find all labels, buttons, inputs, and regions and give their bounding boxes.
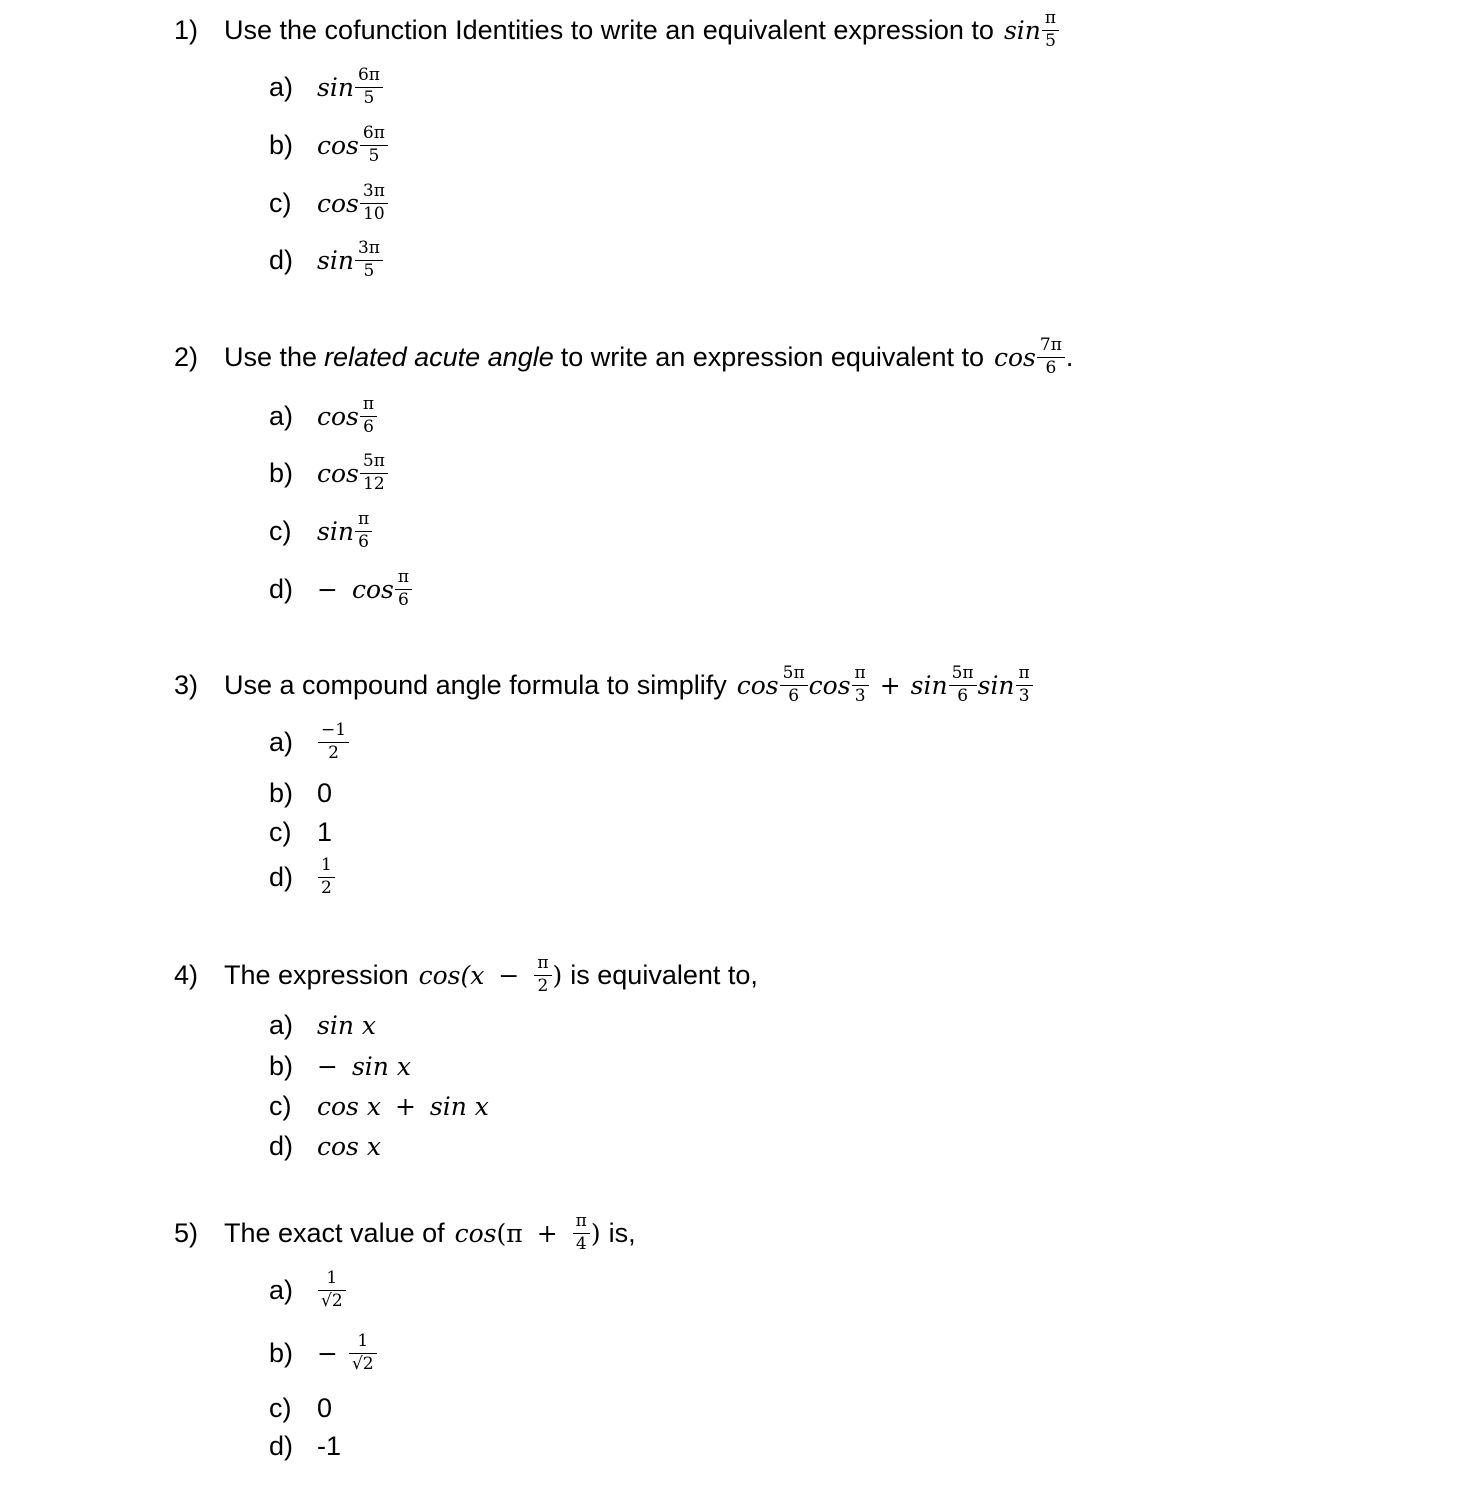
question-1 bbox=[174, 10, 1060, 51]
math-function: sin bbox=[910, 670, 948, 700]
minus-sign: − bbox=[498, 960, 520, 990]
option-label: c) bbox=[269, 1091, 292, 1121]
math-expression: sin x bbox=[351, 1052, 411, 1081]
question-4 bbox=[174, 955, 758, 996]
minus-sign: − bbox=[317, 1338, 338, 1368]
option-label: b) bbox=[269, 129, 294, 160]
minus-sign: − bbox=[317, 1052, 338, 1081]
option-label: d) bbox=[269, 244, 294, 275]
fraction: $\frac{1}{2}$ bbox=[318, 857, 335, 898]
paren-close: ) bbox=[590, 1218, 601, 1248]
question-text: is equivalent to, bbox=[570, 959, 758, 990]
paren-close: ) bbox=[552, 960, 563, 990]
math-expression: cos(x bbox=[418, 960, 485, 990]
math-function: sin bbox=[977, 670, 1015, 700]
math-function: cos bbox=[317, 458, 359, 488]
option-2b[interactable] bbox=[269, 453, 389, 494]
option-2a[interactable] bbox=[269, 396, 378, 437]
math-expression: (π bbox=[496, 1218, 523, 1248]
fraction: $\frac{\pi}{6}$ bbox=[355, 511, 372, 552]
option-label: c) bbox=[269, 515, 292, 546]
option-label: b) bbox=[269, 1337, 294, 1368]
option-1a[interactable] bbox=[269, 67, 384, 108]
math-function: sin bbox=[317, 245, 354, 275]
plus-sign: + bbox=[536, 1218, 558, 1248]
math-expression: cos x bbox=[317, 1132, 381, 1161]
option-label: c) bbox=[269, 1393, 292, 1423]
option-value: 0 bbox=[317, 1393, 333, 1423]
question-text: Use a compound angle formula to simplify bbox=[224, 669, 727, 700]
math-function: cos bbox=[351, 574, 394, 604]
option-label: a) bbox=[269, 726, 294, 757]
math-expression: cos x bbox=[317, 1092, 381, 1121]
option-5b[interactable] bbox=[269, 1333, 378, 1374]
option-label: a) bbox=[269, 71, 294, 102]
fraction: $\frac{1}{√2}$ bbox=[349, 1333, 377, 1374]
question-number: 5) bbox=[174, 1217, 199, 1248]
fraction: $\frac{5\pi}{12}$ bbox=[360, 453, 388, 494]
fraction: $\frac{3\pi}{10}$ bbox=[360, 183, 388, 224]
option-label: d) bbox=[269, 1131, 294, 1161]
option-label: a) bbox=[269, 400, 294, 431]
option-label: c) bbox=[269, 817, 292, 847]
option-label: b) bbox=[269, 778, 294, 808]
math-function: cos bbox=[317, 130, 359, 160]
math-function: cos bbox=[317, 188, 359, 218]
math-function: cos bbox=[993, 342, 1036, 372]
question-text: is, bbox=[608, 1217, 636, 1248]
fraction: $\frac{6\pi}{5}$ bbox=[355, 67, 383, 108]
math-function: cos bbox=[736, 670, 779, 700]
option-2c[interactable] bbox=[269, 511, 373, 552]
option-5c[interactable] bbox=[269, 1395, 332, 1422]
plus-sign: + bbox=[394, 1092, 416, 1121]
option-label: d) bbox=[269, 573, 294, 604]
question-text: Use the cofunction Identities to write an equivalent expression to bbox=[224, 14, 994, 45]
option-value: 0 bbox=[317, 778, 333, 808]
question-2 bbox=[174, 337, 1073, 378]
math-expression: sin x bbox=[429, 1092, 489, 1121]
option-2d[interactable] bbox=[269, 569, 413, 610]
option-1d[interactable] bbox=[269, 240, 384, 281]
question-number: 4) bbox=[174, 959, 199, 990]
fraction: $\frac{\pi}{3}$ bbox=[1016, 665, 1033, 706]
fraction: $\frac{1}{√2}$ bbox=[318, 1270, 346, 1311]
option-value: -1 bbox=[317, 1431, 342, 1461]
option-value: 1 bbox=[317, 817, 333, 847]
option-5a[interactable] bbox=[269, 1270, 347, 1311]
option-4a[interactable] bbox=[269, 1012, 376, 1039]
math-function: cos bbox=[808, 670, 851, 700]
fraction: $\frac{\pi}{6}$ bbox=[360, 396, 377, 437]
fraction: $\frac{-1}{2}$ bbox=[318, 722, 349, 763]
question-text: The exact value of bbox=[224, 1217, 445, 1248]
option-3c[interactable] bbox=[269, 819, 332, 846]
question-3 bbox=[174, 665, 1034, 706]
question-5 bbox=[174, 1213, 636, 1254]
fraction: $\frac{\pi}{5}$ bbox=[1042, 10, 1059, 51]
option-label: c) bbox=[269, 187, 292, 218]
question-number: 1) bbox=[174, 14, 199, 45]
option-5d[interactable] bbox=[269, 1433, 341, 1460]
fraction: $\frac{5\pi}{6}$ bbox=[780, 665, 808, 706]
math-function: sin bbox=[317, 72, 354, 102]
option-3b[interactable] bbox=[269, 780, 332, 807]
fraction: $\frac{\pi}{2}$ bbox=[534, 955, 551, 996]
math-function: sin bbox=[317, 516, 354, 546]
fraction: $\frac{\pi}{3}$ bbox=[852, 665, 869, 706]
math-function: cos bbox=[317, 401, 359, 431]
option-label: a) bbox=[269, 1274, 294, 1305]
minus-sign: − bbox=[317, 574, 338, 604]
period: . bbox=[1065, 341, 1074, 372]
option-label: d) bbox=[269, 1431, 294, 1461]
math-expression: sin x bbox=[317, 1011, 376, 1040]
fraction: $\frac{\pi}{4}$ bbox=[573, 1213, 590, 1254]
question-emphasis: related acute angle bbox=[324, 341, 554, 372]
math-function: sin bbox=[1003, 15, 1041, 45]
question-text: Use the bbox=[224, 341, 318, 372]
fraction: $\frac{\pi}{6}$ bbox=[395, 569, 412, 610]
question-text: to write an expression equivalent to bbox=[560, 341, 984, 372]
option-1b[interactable] bbox=[269, 125, 389, 166]
fraction: $\frac{3\pi}{5}$ bbox=[355, 240, 383, 281]
option-1c[interactable] bbox=[269, 183, 389, 224]
option-4b[interactable] bbox=[269, 1053, 411, 1080]
math-function: cos bbox=[454, 1218, 497, 1248]
plus-sign: + bbox=[879, 670, 901, 700]
option-label: d) bbox=[269, 861, 294, 892]
option-4c[interactable] bbox=[269, 1093, 489, 1120]
option-3a[interactable] bbox=[269, 722, 350, 763]
option-label: b) bbox=[269, 1051, 294, 1081]
question-text: The expression bbox=[224, 959, 409, 990]
option-3d[interactable] bbox=[269, 857, 336, 898]
option-label: b) bbox=[269, 457, 294, 488]
fraction: $\frac{7\pi}{6}$ bbox=[1037, 337, 1065, 378]
question-number: 2) bbox=[174, 341, 199, 372]
option-label: a) bbox=[269, 1010, 294, 1040]
question-number: 3) bbox=[174, 669, 199, 700]
fraction: $\frac{6\pi}{5}$ bbox=[360, 125, 388, 166]
fraction: $\frac{5\pi}{6}$ bbox=[949, 665, 977, 706]
option-4d[interactable] bbox=[269, 1133, 381, 1160]
